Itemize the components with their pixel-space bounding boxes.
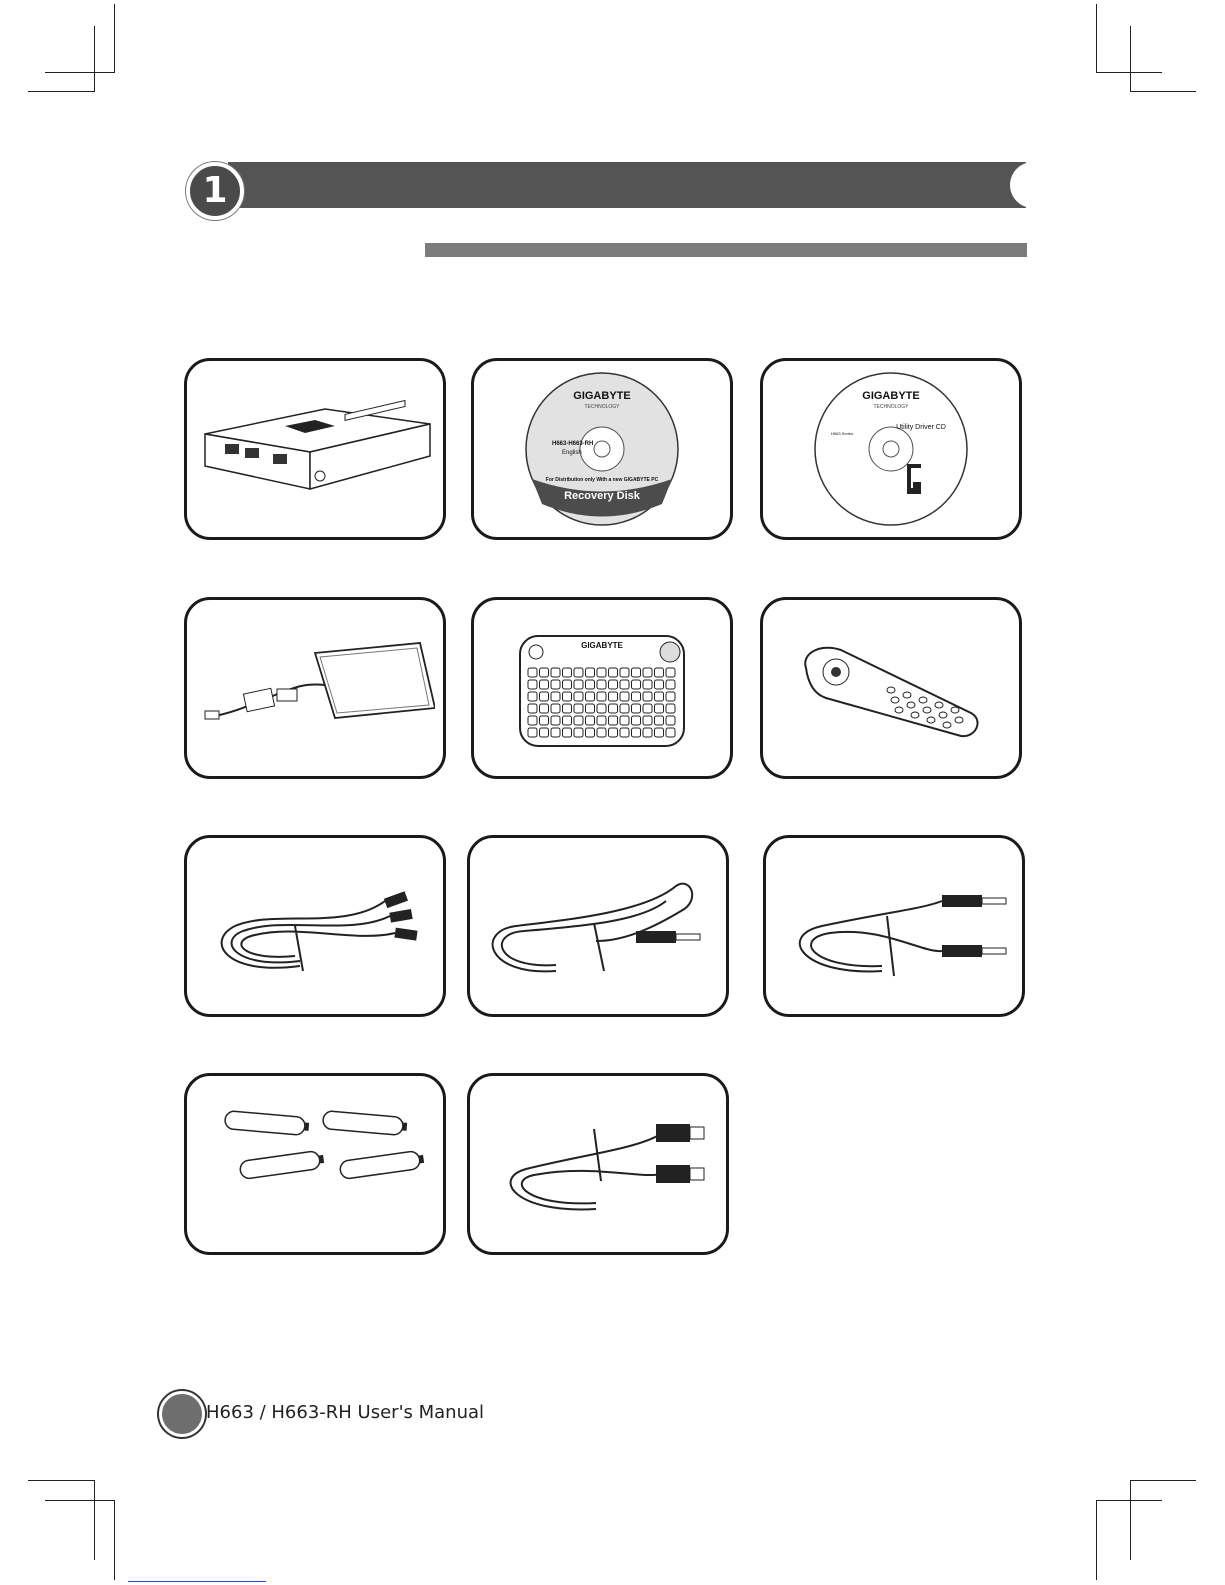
- cd-brand: GIGABYTE: [862, 390, 920, 402]
- keyboard-key: [574, 716, 583, 725]
- remote-button: [903, 692, 911, 698]
- keyboard-key: [551, 704, 560, 713]
- keyboard-key: [655, 668, 664, 677]
- keyboard-key: [586, 728, 595, 737]
- disk-model: H663-H663-RH: [552, 441, 594, 447]
- item-card-recovery-disk: [471, 358, 733, 540]
- driver-cd-illustration: [811, 369, 971, 529]
- remote-control-illustration: [796, 628, 986, 748]
- crop-mark: [114, 4, 115, 72]
- keyboard-key: [609, 716, 618, 725]
- stereo-cable-illustration: [772, 871, 1017, 981]
- remote-button: [935, 702, 943, 708]
- item-card-driver-cd: [760, 358, 1022, 540]
- keyboard-key: [574, 728, 583, 737]
- keyboard-key: [643, 728, 652, 737]
- item-card-system-unit: [184, 358, 446, 540]
- keyboard-key: [655, 680, 664, 689]
- keyboard-key: [586, 692, 595, 701]
- keyboard-key: [666, 704, 675, 713]
- keyboard-key: [574, 680, 583, 689]
- item-card-stereo-cable: [763, 835, 1025, 1017]
- keyboard-key: [597, 716, 606, 725]
- keyboard-key: [666, 692, 675, 701]
- keyboard-key: [620, 704, 629, 713]
- rca-cable-illustration: [195, 871, 435, 981]
- keyboard-key: [563, 704, 572, 713]
- keyboard-key: [643, 704, 652, 713]
- cd-title: Utility Driver CD: [896, 424, 946, 431]
- keyboard-key: [643, 668, 652, 677]
- keyboard-key: [574, 692, 583, 701]
- keyboard-key: [643, 680, 652, 689]
- keyboard-key: [632, 704, 641, 713]
- crop-mark: [1130, 1480, 1196, 1481]
- battery-icon: [224, 1111, 309, 1136]
- remote-button: [891, 697, 899, 703]
- keyboard-key: [597, 692, 606, 701]
- battery-icon: [339, 1150, 425, 1180]
- item-card-rca-cable: [184, 835, 446, 1017]
- keyboard-key: [609, 680, 618, 689]
- keyboard-key: [540, 704, 549, 713]
- keyboard-key: [586, 704, 595, 713]
- keyboard-key: [632, 680, 641, 689]
- keyboard-key: [540, 716, 549, 725]
- keyboard-key: [574, 668, 583, 677]
- remote-button: [955, 717, 963, 723]
- keyboard-key: [620, 692, 629, 701]
- crop-mark: [114, 1500, 115, 1580]
- keyboard-key: [528, 680, 537, 689]
- crop-mark: [1130, 91, 1196, 92]
- manual-title: H663 / H663-RH User's Manual: [206, 1402, 485, 1423]
- battery-set: [224, 1111, 424, 1180]
- battery-icon: [322, 1111, 407, 1136]
- disk-note: For Distribution only With a new GIGABYTE PC: [545, 477, 659, 483]
- keyboard-key: [620, 716, 629, 725]
- keyboard-key: [563, 692, 572, 701]
- keyboard-key: [632, 692, 641, 701]
- item-card-keyboard: [471, 597, 733, 779]
- keyboard-key: [643, 692, 652, 701]
- keyboard-key: [597, 704, 606, 713]
- recovery-disk-illustration: [522, 369, 682, 529]
- keyboard-key: [528, 704, 537, 713]
- crop-mark: [1130, 1480, 1131, 1560]
- keyboard-key: [563, 680, 572, 689]
- keyboard-key: [609, 704, 618, 713]
- crop-mark: [1096, 72, 1162, 73]
- keyboard-key: [551, 728, 560, 737]
- crop-mark: [1130, 26, 1131, 92]
- keyboard-key: [563, 716, 572, 725]
- item-card-power-adapter: [184, 597, 446, 779]
- disk-tag: TECHNOLOGY: [584, 404, 620, 410]
- keyboard-key: [609, 728, 618, 737]
- keyboard-key: [528, 668, 537, 677]
- keyboard-key: [632, 668, 641, 677]
- remote-button: [919, 697, 927, 703]
- crop-mark: [28, 1480, 94, 1481]
- keyboard-key: [586, 716, 595, 725]
- keyboard-key: [632, 716, 641, 725]
- crop-mark: [45, 72, 115, 73]
- keyboard-key: [563, 668, 572, 677]
- keyboard-key: [574, 704, 583, 713]
- remote-button: [951, 707, 959, 713]
- keyboard-key: [597, 728, 606, 737]
- disk-lang: English: [562, 450, 582, 456]
- remote-button: [923, 707, 931, 713]
- crop-mark: [94, 26, 95, 92]
- disk-title: Recovery Disk: [564, 490, 640, 502]
- keyboard-key: [540, 692, 549, 701]
- link-underline: [128, 1581, 266, 1582]
- keyboard-key: [666, 728, 675, 737]
- keyboard-key: [551, 692, 560, 701]
- remote-button: [895, 707, 903, 713]
- crop-mark: [1096, 1500, 1162, 1501]
- keyboard-key: [551, 668, 560, 677]
- keyboard-illustration: [512, 626, 692, 751]
- keyboard-key: [540, 728, 549, 737]
- keyboard-key: [563, 728, 572, 737]
- keyboard-key: [551, 680, 560, 689]
- item-card-audio-cable: [467, 835, 729, 1017]
- keyboard-key: [597, 668, 606, 677]
- keyboard-key: [655, 716, 664, 725]
- item-card-remote-control: [760, 597, 1022, 779]
- keyboard-key: [620, 728, 629, 737]
- section-header-bar: [425, 243, 1027, 257]
- batteries-illustration: [205, 1094, 425, 1234]
- page-number-badge: [159, 1391, 205, 1437]
- keyboard-key: [540, 668, 549, 677]
- disk-brand: GIGABYTE: [573, 390, 631, 402]
- keyboard-key: [620, 680, 629, 689]
- item-card-svideo-cable: [467, 1073, 729, 1255]
- remote-button: [943, 722, 951, 728]
- keyboard-key: [620, 668, 629, 677]
- keyboard-key: [643, 716, 652, 725]
- remote-button: [927, 717, 935, 723]
- remote-button: [907, 702, 915, 708]
- keyboard-key: [528, 716, 537, 725]
- audio-cable-illustration: [476, 871, 721, 981]
- crop-mark: [1096, 4, 1097, 72]
- cd-series: H663 Series: [831, 431, 854, 436]
- keyboard-key: [540, 680, 549, 689]
- power-adapter-illustration: [195, 623, 435, 753]
- crop-mark: [28, 91, 94, 92]
- system-unit-illustration: [195, 394, 435, 504]
- item-card-batteries: [184, 1073, 446, 1255]
- keyboard-key: [609, 692, 618, 701]
- keyboard-key: [586, 668, 595, 677]
- svideo-cable-illustration: [476, 1109, 721, 1219]
- keyboard-key: [655, 692, 664, 701]
- keyboard-key: [528, 728, 537, 737]
- keyboard-key: [666, 716, 675, 725]
- keyboard-key: [666, 668, 675, 677]
- keyboard-key: [586, 680, 595, 689]
- crop-mark: [45, 1500, 115, 1501]
- keyboard-key: [655, 704, 664, 713]
- keyboard-brand: GIGABYTE: [581, 640, 623, 650]
- keyboard-key: [528, 692, 537, 701]
- keyboard-key: [551, 716, 560, 725]
- remote-button: [939, 712, 947, 718]
- keyboard-key: [609, 668, 618, 677]
- remote-button: [887, 687, 895, 693]
- cd-tag: TECHNOLOGY: [873, 404, 909, 410]
- chapter-header-bar: [228, 162, 1026, 208]
- chapter-number: 1: [186, 162, 244, 220]
- crop-mark: [1096, 1500, 1097, 1580]
- crop-mark: [94, 1480, 95, 1560]
- battery-icon: [239, 1150, 325, 1180]
- keyboard-key: [666, 680, 675, 689]
- keyboard-key: [597, 680, 606, 689]
- remote-button: [911, 712, 919, 718]
- keyboard-key: [655, 728, 664, 737]
- keyboard-key: [632, 728, 641, 737]
